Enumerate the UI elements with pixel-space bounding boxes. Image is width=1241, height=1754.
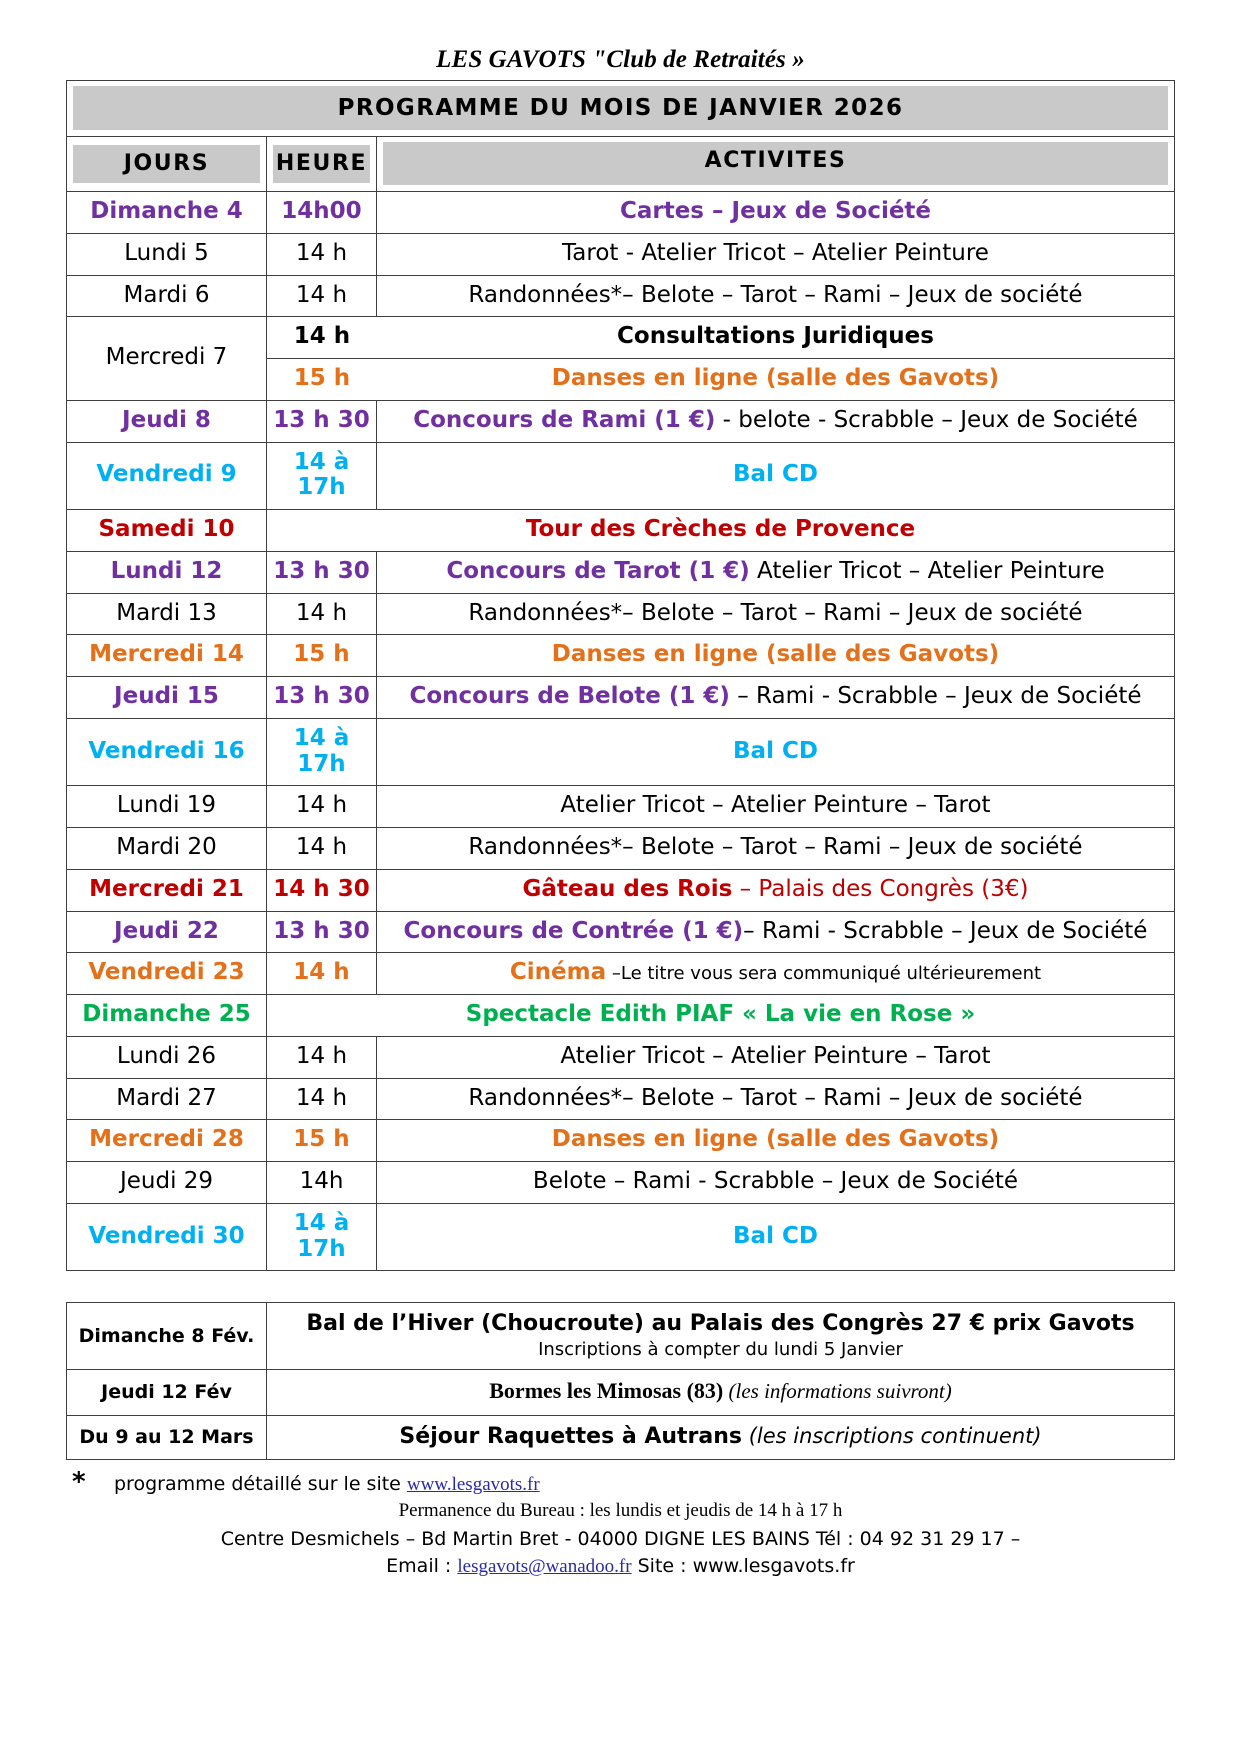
column-header-row [67, 137, 1175, 192]
activity-cell: Tarot - Atelier Tricot – Atelier Peinture [377, 233, 1175, 275]
activity-segment: Concours de Rami (1 €) [413, 406, 716, 433]
time-cell: 14 h [267, 317, 377, 358]
footnote-row [66, 1469, 1175, 1496]
day-cell: Vendredi 9 [67, 442, 267, 510]
day-cell: Lundi 12 [67, 551, 267, 593]
time-cell: 15 h [267, 635, 377, 677]
activity-segment: Concours de Belote (1 €) [409, 683, 730, 709]
day-cell: Lundi 5 [67, 233, 267, 275]
activity-cell: Atelier Tricot – Atelier Peinture – Tarot [377, 1036, 1175, 1078]
table-row [67, 953, 1175, 995]
upcoming-note: (les informations suivront) [723, 1379, 952, 1404]
day-cell: Mercredi 21 [67, 869, 267, 911]
table-row [67, 828, 1175, 870]
time-cell: 14 h [267, 593, 377, 635]
banner-row [67, 81, 1175, 137]
activity-cell: Danses en ligne (salle des Gavots) [551, 365, 1000, 391]
footer-email-line [66, 1554, 1175, 1580]
activity-cell: Randonnées*– Belote – Tarot – Rami – Jeux de société [377, 275, 1175, 317]
table-row [67, 551, 1175, 593]
activity-segment: Gâteau des Rois [522, 875, 733, 902]
activity-cell: Consultations Juridiques [377, 317, 1174, 358]
club-title: LES GAVOTS "Club de Retraités » [436, 46, 805, 73]
upcoming-detail-cell [267, 1415, 1175, 1459]
footnote-label: programme détaillé sur le site [114, 1473, 407, 1496]
footer-permanence: Permanence du Bureau : les lundis et jeudis de 14 h à 17 h [398, 1500, 843, 1522]
split-subtable [267, 317, 1174, 400]
table-row [67, 635, 1175, 677]
upcoming-note: (les inscriptions continuent) [742, 1423, 1042, 1448]
day-cell: Mercredi 28 [67, 1120, 267, 1162]
table-row [67, 911, 1175, 953]
table-row [67, 593, 1175, 635]
time-cell: 14 h [267, 233, 377, 275]
day-cell: Mardi 20 [67, 828, 267, 870]
footer-email-prefix: Email : [386, 1555, 458, 1578]
day-cell: Lundi 19 [67, 786, 267, 828]
activity-cell [377, 953, 1175, 995]
upcoming-title: Bormes les Mimosas (83) [489, 1378, 724, 1404]
day-cell: Mardi 6 [67, 275, 267, 317]
activity-cell: Randonnées*– Belote – Tarot – Rami – Jeux de société [377, 593, 1175, 635]
header-jours-cell [67, 137, 267, 192]
day-cell: Mardi 27 [67, 1078, 267, 1120]
upcoming-detail-cell [267, 1370, 1175, 1415]
table-row [67, 1078, 1175, 1120]
activity-cell-merged: Spectacle Edith PIAF « La vie en Rose » [267, 995, 1175, 1037]
header-heure-cell [267, 137, 377, 192]
activity-cell: Danses en ligne (salle des Gavots) [377, 1120, 1175, 1162]
activity-segment: Atelier Tricot – Atelier Peinture [749, 557, 1105, 584]
day-cell: Vendredi 30 [67, 1203, 267, 1271]
day-cell: Jeudi 15 [67, 677, 267, 719]
day-cell: Mercredi 14 [67, 635, 267, 677]
upcoming-row [67, 1303, 1175, 1370]
day-cell: Dimanche 25 [67, 995, 267, 1037]
time-cell: 15 h [293, 365, 351, 391]
activity-segment: –Le titre vous sera communiqué ultérieurement [606, 963, 1042, 985]
table-subrow [267, 359, 1174, 400]
upcoming-detail-cell [267, 1303, 1175, 1370]
day-cell: Dimanche 4 [67, 192, 267, 234]
activity-cell: Danses en ligne (salle des Gavots) [377, 635, 1175, 677]
activity-cell [377, 551, 1175, 593]
table-row [67, 442, 1175, 510]
activity-segment: - belote - Scrabble – Jeux de Société [715, 406, 1138, 433]
time-cell: 14 h [267, 786, 377, 828]
time-cell: 14 h [267, 828, 377, 870]
time-cell: 14 h [267, 1078, 377, 1120]
split-subtable-cell [267, 317, 1175, 401]
asterisk-icon: * [72, 1467, 86, 1498]
time-cell: 14 à 17h [267, 442, 377, 510]
upcoming-day-cell: Du 9 au 12 Mars [67, 1415, 267, 1459]
time-cell: 14 à 17h [267, 718, 377, 786]
upcoming-table-wrapper [66, 1302, 1175, 1460]
footnote-text [114, 1469, 540, 1496]
table-row [67, 192, 1175, 234]
activity-cell: Bal CD [377, 442, 1175, 510]
upcoming-title: Bal de l’Hiver (Choucroute) au Palais des Congrès 27 € prix Gavots [306, 1311, 1135, 1337]
table-row [67, 869, 1175, 911]
time-cell: 14h [267, 1162, 377, 1204]
footer-email-suffix: Site : www.lesgavots.fr [631, 1555, 855, 1578]
table-row [67, 995, 1175, 1037]
activity-cell-merged: Tour des Crèches de Provence [267, 510, 1175, 552]
upcoming-subtext: Inscriptions à compter du lundi 5 Janvier [538, 1338, 903, 1360]
table-row [67, 718, 1175, 786]
activity-segment: – Rami - Scrabble – Jeux de Société [743, 917, 1148, 944]
activity-segment: – Rami - Scrabble – Jeux de Société [729, 683, 1142, 709]
activity-cell: Belote – Rami - Scrabble – Jeux de Société [377, 1162, 1175, 1204]
time-cell: 14h00 [267, 192, 377, 234]
activity-segment: – Palais des Congrès (3€) [732, 875, 1029, 902]
website-link[interactable]: www.lesgavots.fr [406, 1474, 540, 1496]
table-row [67, 1120, 1175, 1162]
upcoming-row [67, 1415, 1175, 1459]
time-cell: 15 h [267, 1120, 377, 1162]
activity-cell [377, 869, 1175, 911]
day-cell: Jeudi 22 [67, 911, 267, 953]
day-cell: Jeudi 8 [67, 400, 267, 442]
table-row [67, 1203, 1175, 1271]
time-cell: 14 h 30 [267, 869, 377, 911]
day-cell: Mardi 13 [67, 593, 267, 635]
footer [66, 1469, 1175, 1580]
day-cell: Vendredi 23 [67, 953, 267, 995]
header-activites-cell [377, 137, 1175, 192]
table-row [67, 677, 1175, 719]
upcoming-day-cell: Dimanche 8 Fév. [67, 1303, 267, 1370]
day-cell: Lundi 26 [67, 1036, 267, 1078]
table-row [67, 233, 1175, 275]
programme-table-wrapper [66, 80, 1175, 1271]
time-cell: 14 h [267, 275, 377, 317]
table-row [67, 1162, 1175, 1204]
email-link[interactable]: lesgavots@wanadoo.fr [457, 1556, 632, 1578]
header-activites-label: ACTIVITES [383, 142, 1168, 185]
day-cell: Jeudi 29 [67, 1162, 267, 1204]
table-row [67, 317, 1175, 401]
time-cell: 14 à 17h [267, 1203, 377, 1271]
programme-table [66, 80, 1175, 1271]
table-row [67, 1036, 1175, 1078]
time-cell: 13 h 30 [267, 677, 377, 719]
activity-cell: Atelier Tricot – Atelier Peinture – Tarot [377, 786, 1175, 828]
day-cell: Samedi 10 [67, 510, 267, 552]
activity-cell [377, 677, 1175, 719]
activity-cell: Bal CD [377, 718, 1175, 786]
table-row [67, 510, 1175, 552]
time-cell: 13 h 30 [267, 911, 377, 953]
upcoming-day-cell: Jeudi 12 Fév [67, 1370, 267, 1415]
table-row [67, 275, 1175, 317]
upcoming-title: Séjour Raquettes à Autrans [399, 1423, 743, 1449]
activity-cell: Randonnées*– Belote – Tarot – Rami – Jeux de société [377, 1078, 1175, 1120]
activity-cell [377, 400, 1175, 442]
time-cell: 13 h 30 [267, 551, 377, 593]
footer-address: Centre Desmichels – Bd Martin Bret - 04000 DIGNE LES BAINS Tél : 04 92 31 29 17 – [220, 1527, 1021, 1550]
activity-segment: Cinéma [509, 959, 607, 986]
activity-segment: Concours de Contrée (1 €) [403, 917, 744, 944]
banner-title: PROGRAMME DU MOIS DE JANVIER 2026 [73, 86, 1168, 130]
activity-cell [377, 911, 1175, 953]
table-row [67, 400, 1175, 442]
header-jours-label: JOURS [73, 145, 260, 183]
header-heure-label: HEURE [273, 145, 370, 183]
day-cell: Mercredi 7 [67, 317, 267, 401]
upcoming-table [66, 1302, 1175, 1460]
table-subrow [267, 317, 1174, 358]
upcoming-row [67, 1370, 1175, 1415]
table-row [67, 786, 1175, 828]
day-cell: Vendredi 16 [67, 718, 267, 786]
time-cell: 14 h [267, 1036, 377, 1078]
time-cell: 14 h [267, 953, 377, 995]
activity-cell: Bal CD [377, 1203, 1175, 1271]
banner-cell [67, 81, 1175, 137]
activity-cell: Randonnées*– Belote – Tarot – Rami – Jeux de société [377, 828, 1175, 870]
activity-segment: Concours de Tarot (1 €) [446, 557, 750, 584]
time-cell: 13 h 30 [267, 400, 377, 442]
activity-cell: Cartes – Jeux de Société [377, 192, 1175, 234]
